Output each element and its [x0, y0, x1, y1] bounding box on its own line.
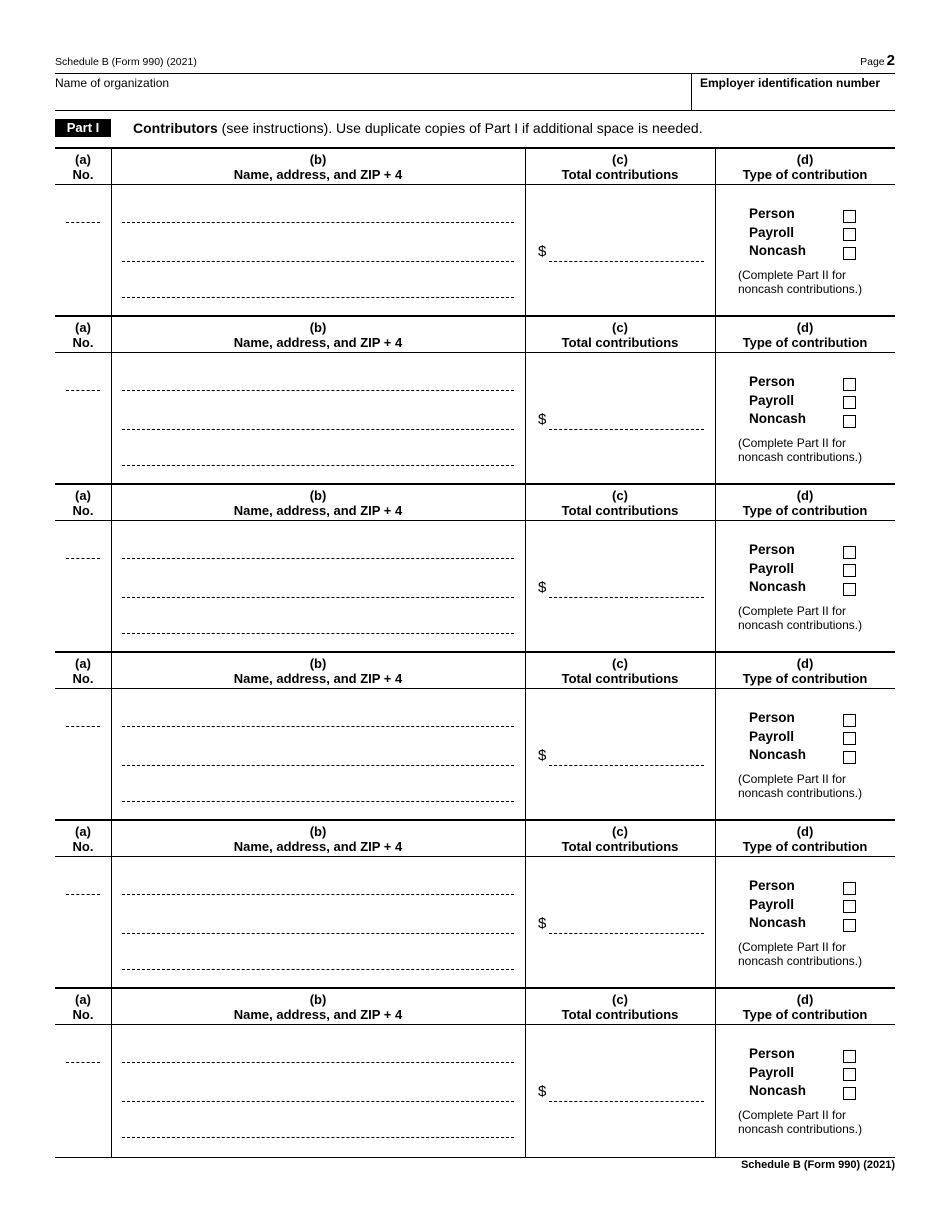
contributor-zip-field[interactable]	[122, 1137, 514, 1138]
note-line-2: noncash contributions.)	[738, 282, 863, 296]
col-d-header	[715, 149, 895, 185]
col-d-code: (d)	[796, 152, 814, 167]
contributor-block	[55, 819, 895, 989]
contributor-number-field[interactable]	[66, 894, 100, 895]
col-c-header	[525, 485, 715, 521]
note-line-1: (Complete Part II for	[738, 772, 847, 786]
col-d-header	[715, 821, 895, 857]
person-checkbox[interactable]	[843, 714, 856, 727]
col-a-label: No.	[72, 839, 94, 854]
type-payroll-label: Payroll	[749, 560, 795, 576]
part-description: (see instructions). Use duplicate copies of Part I if additional space is needed.	[217, 120, 703, 136]
contributor-address-field[interactable]	[122, 1101, 514, 1102]
col-c-label: Total contributions	[561, 167, 679, 182]
col-a-header	[55, 485, 111, 521]
contributor-address-field[interactable]	[122, 429, 514, 430]
column-divider	[525, 653, 526, 821]
note-line-2: noncash contributions.)	[738, 618, 863, 632]
page-indicator	[860, 52, 895, 69]
col-d-code: (d)	[796, 320, 814, 335]
col-c-code: (c)	[612, 992, 628, 1007]
col-c-label: Total contributions	[561, 503, 679, 518]
noncash-checkbox[interactable]	[843, 1087, 856, 1100]
column-divider	[715, 653, 716, 821]
type-labels	[749, 541, 806, 597]
note-line-1: (Complete Part II for	[738, 940, 847, 954]
note-line-2: noncash contributions.)	[738, 450, 863, 464]
col-c-label: Total contributions	[561, 1007, 679, 1022]
col-a-header	[55, 149, 111, 185]
col-b-label: Name, address, and ZIP + 4	[233, 167, 403, 182]
column-divider	[525, 485, 526, 653]
noncash-note	[738, 1108, 888, 1136]
total-contributions-field[interactable]	[549, 261, 704, 262]
type-labels	[749, 877, 806, 933]
dollar-sign: $	[538, 411, 547, 428]
contributor-address-field[interactable]	[122, 933, 514, 934]
dollar-sign: $	[538, 1083, 547, 1100]
column-divider	[111, 317, 112, 485]
col-d-label: Type of contribution	[742, 1007, 868, 1022]
payroll-checkbox[interactable]	[843, 900, 856, 913]
col-a-label: No.	[72, 503, 94, 518]
payroll-checkbox[interactable]	[843, 396, 856, 409]
page-number: 2	[886, 52, 895, 69]
contributor-block	[55, 315, 895, 485]
col-b-label: Name, address, and ZIP + 4	[233, 671, 403, 686]
contributor-number-field[interactable]	[66, 390, 100, 391]
col-d-label: Type of contribution	[742, 839, 868, 854]
col-b-code: (b)	[309, 824, 327, 839]
type-person-label: Person	[749, 542, 795, 557]
col-c-code: (c)	[612, 656, 628, 671]
col-b-header	[111, 653, 525, 689]
col-b-code: (b)	[309, 488, 327, 503]
noncash-note	[738, 604, 888, 632]
contributor-number-field[interactable]	[66, 222, 100, 223]
col-a-header	[55, 821, 111, 857]
type-labels	[749, 373, 806, 429]
part-badge: Part I	[55, 119, 111, 137]
column-divider	[525, 821, 526, 989]
dollar-sign: $	[538, 915, 547, 932]
note-line-2: noncash contributions.)	[738, 1122, 863, 1136]
dollar-sign: $	[538, 579, 547, 596]
note-line-1: (Complete Part II for	[738, 268, 847, 282]
column-divider	[111, 989, 112, 1157]
person-checkbox[interactable]	[843, 378, 856, 391]
col-d-label: Type of contribution	[742, 167, 868, 182]
type-payroll-label: Payroll	[749, 896, 795, 912]
person-checkbox[interactable]	[843, 210, 856, 223]
col-d-code: (d)	[796, 488, 814, 503]
note-line-1: (Complete Part II for	[738, 604, 847, 618]
dollar-sign: $	[538, 243, 547, 260]
col-a-label: No.	[72, 335, 94, 350]
col-b-code: (b)	[309, 152, 327, 167]
ein-label: Employer identification number	[700, 76, 881, 90]
col-b-code: (b)	[309, 320, 327, 335]
col-a-header	[55, 317, 111, 353]
col-b-label: Name, address, and ZIP + 4	[233, 335, 403, 350]
col-d-header	[715, 989, 895, 1025]
col-b-header	[111, 317, 525, 353]
noncash-note	[738, 940, 888, 968]
noncash-checkbox[interactable]	[843, 247, 856, 260]
contributor-name-field[interactable]	[122, 390, 514, 391]
column-divider	[111, 821, 112, 989]
contributor-name-field[interactable]	[122, 894, 514, 895]
col-b-label: Name, address, and ZIP + 4	[233, 1007, 403, 1022]
column-divider	[715, 989, 716, 1157]
col-d-label: Type of contribution	[742, 671, 868, 686]
total-contributions-field[interactable]	[549, 1101, 704, 1102]
type-labels	[749, 205, 806, 261]
type-person-label: Person	[749, 206, 795, 221]
noncash-note	[738, 436, 888, 464]
noncash-checkbox[interactable]	[843, 583, 856, 596]
type-payroll-label: Payroll	[749, 728, 795, 744]
contributor-name-field[interactable]	[122, 558, 514, 559]
col-b-header	[111, 821, 525, 857]
col-b-code: (b)	[309, 656, 327, 671]
col-b-code: (b)	[309, 992, 327, 1007]
ein-field[interactable]	[691, 73, 896, 111]
contributor-address-field[interactable]	[122, 765, 514, 766]
col-c-code: (c)	[612, 152, 628, 167]
form-page	[55, 0, 895, 1230]
col-b-header	[111, 485, 525, 521]
contributor-address-field[interactable]	[122, 597, 514, 598]
part-heading	[55, 118, 895, 138]
contributor-number-field[interactable]	[66, 558, 100, 559]
type-noncash-label: Noncash	[749, 747, 807, 762]
type-noncash-label: Noncash	[749, 243, 807, 258]
footer-form-title: Schedule B (Form 990) (2021)	[740, 1159, 895, 1171]
noncash-note	[738, 772, 888, 800]
type-noncash-label: Noncash	[749, 411, 807, 426]
col-a-code: (a)	[75, 152, 91, 167]
column-divider	[715, 821, 716, 989]
payroll-checkbox[interactable]	[843, 228, 856, 241]
type-labels	[749, 1045, 806, 1101]
total-contributions-field[interactable]	[549, 429, 704, 430]
person-checkbox[interactable]	[843, 882, 856, 895]
col-a-header	[55, 989, 111, 1025]
col-b-label: Name, address, and ZIP + 4	[233, 503, 403, 518]
col-d-code: (d)	[796, 824, 814, 839]
contributor-zip-field[interactable]	[122, 801, 514, 802]
col-d-header	[715, 317, 895, 353]
form-title: Schedule B (Form 990) (2021)	[55, 56, 197, 68]
contributor-zip-field[interactable]	[122, 297, 514, 298]
contributor-zip-field[interactable]	[122, 465, 514, 466]
column-divider	[715, 317, 716, 485]
col-a-label: No.	[72, 1007, 94, 1022]
col-a-code: (a)	[75, 992, 91, 1007]
col-c-header	[525, 653, 715, 689]
contributor-block	[55, 651, 895, 821]
note-line-2: noncash contributions.)	[738, 786, 863, 800]
col-d-code: (d)	[796, 992, 814, 1007]
part-title-bold: Contributors	[133, 120, 218, 136]
col-d-code: (d)	[796, 656, 814, 671]
contributor-number-field[interactable]	[66, 726, 100, 727]
payroll-checkbox[interactable]	[843, 732, 856, 745]
type-payroll-label: Payroll	[749, 1064, 795, 1080]
col-b-header	[111, 149, 525, 185]
contributor-address-field[interactable]	[122, 261, 514, 262]
header-divider	[55, 110, 895, 111]
noncash-checkbox[interactable]	[843, 919, 856, 932]
contributor-block	[55, 147, 895, 317]
contributor-number-field[interactable]	[66, 1062, 100, 1063]
column-divider	[111, 653, 112, 821]
total-contributions-field[interactable]	[549, 597, 704, 598]
type-noncash-label: Noncash	[749, 915, 807, 930]
payroll-checkbox[interactable]	[843, 564, 856, 577]
col-d-label: Type of contribution	[742, 335, 868, 350]
total-contributions-field[interactable]	[549, 765, 704, 766]
col-d-header	[715, 653, 895, 689]
column-divider	[715, 485, 716, 653]
type-payroll-label: Payroll	[749, 224, 795, 240]
contributor-name-field[interactable]	[122, 726, 514, 727]
type-payroll-label: Payroll	[749, 392, 795, 408]
col-c-header	[525, 821, 715, 857]
col-d-header	[715, 485, 895, 521]
contributor-zip-field[interactable]	[122, 969, 514, 970]
column-divider	[715, 149, 716, 317]
column-divider	[525, 989, 526, 1157]
total-contributions-field[interactable]	[549, 933, 704, 934]
column-divider	[525, 149, 526, 317]
contributor-name-field[interactable]	[122, 222, 514, 223]
type-person-label: Person	[749, 374, 795, 389]
noncash-checkbox[interactable]	[843, 751, 856, 764]
contributor-block	[55, 483, 895, 653]
col-c-label: Total contributions	[561, 335, 679, 350]
col-a-code: (a)	[75, 656, 91, 671]
type-labels	[749, 709, 806, 765]
col-c-header	[525, 317, 715, 353]
col-c-label: Total contributions	[561, 839, 679, 854]
person-checkbox[interactable]	[843, 546, 856, 559]
contributor-name-field[interactable]	[122, 1062, 514, 1063]
dollar-sign: $	[538, 747, 547, 764]
col-b-label: Name, address, and ZIP + 4	[233, 839, 403, 854]
type-noncash-label: Noncash	[749, 579, 807, 594]
col-c-label: Total contributions	[561, 671, 679, 686]
col-d-label: Type of contribution	[742, 503, 868, 518]
contributor-zip-field[interactable]	[122, 633, 514, 634]
col-a-header	[55, 653, 111, 689]
type-person-label: Person	[749, 710, 795, 725]
organization-name-label: Name of organization	[55, 76, 170, 90]
col-c-code: (c)	[612, 488, 628, 503]
page-label: Page	[860, 56, 885, 68]
contributor-block	[55, 987, 895, 1158]
person-checkbox[interactable]	[843, 1050, 856, 1063]
col-a-label: No.	[72, 167, 94, 182]
note-line-1: (Complete Part II for	[738, 1108, 847, 1122]
col-a-label: No.	[72, 671, 94, 686]
note-line-2: noncash contributions.)	[738, 954, 863, 968]
payroll-checkbox[interactable]	[843, 1068, 856, 1081]
column-divider	[525, 317, 526, 485]
column-divider	[111, 149, 112, 317]
type-noncash-label: Noncash	[749, 1083, 807, 1098]
type-person-label: Person	[749, 1046, 795, 1061]
col-a-code: (a)	[75, 320, 91, 335]
type-person-label: Person	[749, 878, 795, 893]
noncash-note	[738, 268, 888, 296]
col-c-code: (c)	[612, 320, 628, 335]
col-a-code: (a)	[75, 488, 91, 503]
part-title	[133, 120, 703, 136]
col-c-header	[525, 989, 715, 1025]
column-divider	[111, 485, 112, 653]
col-c-code: (c)	[612, 824, 628, 839]
col-a-code: (a)	[75, 824, 91, 839]
noncash-checkbox[interactable]	[843, 415, 856, 428]
note-line-1: (Complete Part II for	[738, 436, 847, 450]
col-b-header	[111, 989, 525, 1025]
col-c-header	[525, 149, 715, 185]
